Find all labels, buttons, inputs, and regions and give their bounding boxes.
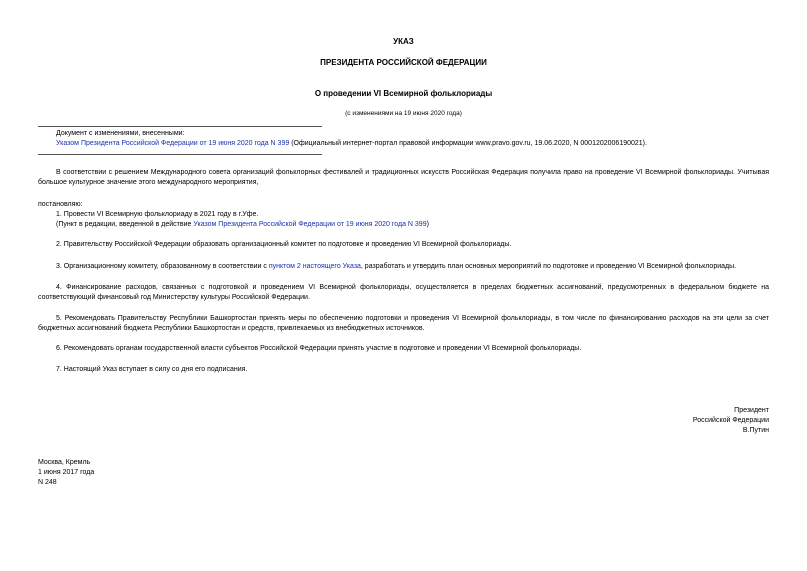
- item-3: 3. Организационному комитету, образованному в соответствии с пунктом 2 настоящего Указа, разработать и утвердить план основных мероприятий по подготовке и проведению VI Всемирной фольклориады.: [56, 263, 737, 270]
- item-2: 2. Правительству Российской Федерации образовать организационный комитет по подготовке и проведению VI Всемирной фольклориады.: [56, 241, 512, 248]
- preamble-paragraph: В соответствии с решением Международного совета организаций фольклорных фестивалей и традиционных искусств Российская Федерация получила право на проведение VI Всемирной фольклориады. Учитывая большое культурное значение этого международного мероприятия,: [38, 169, 769, 186]
- issuer-heading: ПРЕЗИДЕНТА РОССИЙСКОЙ ФЕДЕРАЦИИ: [320, 58, 487, 67]
- decree-word: постановляю:: [38, 201, 83, 208]
- signature-org: Российской Федерации: [692, 417, 769, 424]
- changes-top-divider: [38, 126, 322, 127]
- signing-place: Москва, Кремль: [38, 459, 91, 466]
- document-title: О проведении VI Всемирной фольклориады: [314, 89, 493, 98]
- changes-intro: Документ с изменениями, внесенными:: [56, 130, 185, 137]
- signature-title: Президент: [734, 407, 769, 414]
- changes-bottom-divider: [38, 154, 322, 155]
- item-1-note-link[interactable]: Указом Президента Российской Федерации от 19 июня 2020 года N 399: [193, 221, 427, 228]
- item-1-note: (Пункт в редакции, введенной в действие Указом Президента Российской Федерации от 19 июня 2020 года N 399): [56, 221, 429, 228]
- changes-source: (Официальный интернет-портал правовой информации www.pravo.gov.ru, 19.06.2020, N 0001202006190021).: [289, 140, 647, 147]
- signature-name: В.Путин: [742, 427, 769, 434]
- amendment-link[interactable]: Указом Президента Российской Федерации от 19 июня 2020 года N 399: [56, 140, 290, 147]
- item-5: 5. Рекомендовать Правительству Республики Башкортостан принять меры по обеспечению подготовки и проведения VI Всемирной фольклориады, в том числе по финансированию расходов на эти цели за счет бюджетных ассигнований бюджета Республики Башкортостан и средств, привлекаемых из внебюджетных источников.: [38, 315, 769, 332]
- decree-heading: УКАЗ: [393, 37, 414, 46]
- item-3-link[interactable]: пунктом 2 настоящего Указа: [268, 263, 361, 270]
- item-7: 7. Настоящий Указ вступает в силу со дня его подписания.: [56, 366, 248, 373]
- changes-line: [56, 139, 647, 149]
- signing-date: 1 июня 2017 года: [38, 469, 95, 476]
- decree-number: N 248: [38, 479, 57, 486]
- item-4: 4. Финансирование расходов, связанных с подготовкой и проведением VI Всемирной фольклориады, осуществляется в пределах бюджетных ассигнований, предусмотренных в федеральном бюджете на соответствующий финансовый год Министерству культуры Российской Федерации.: [38, 284, 769, 301]
- item-1: 1. Провести VI Всемирную фольклориаду в 2021 году в г.Уфе.: [56, 211, 259, 218]
- revision-note: (с изменениями на 19 июня 2020 года): [345, 110, 462, 117]
- item-6: 6. Рекомендовать органам государственной власти субъектов Российской Федерации принять участие в подготовке и проведении VI Всемирной фольклориады.: [56, 345, 582, 352]
